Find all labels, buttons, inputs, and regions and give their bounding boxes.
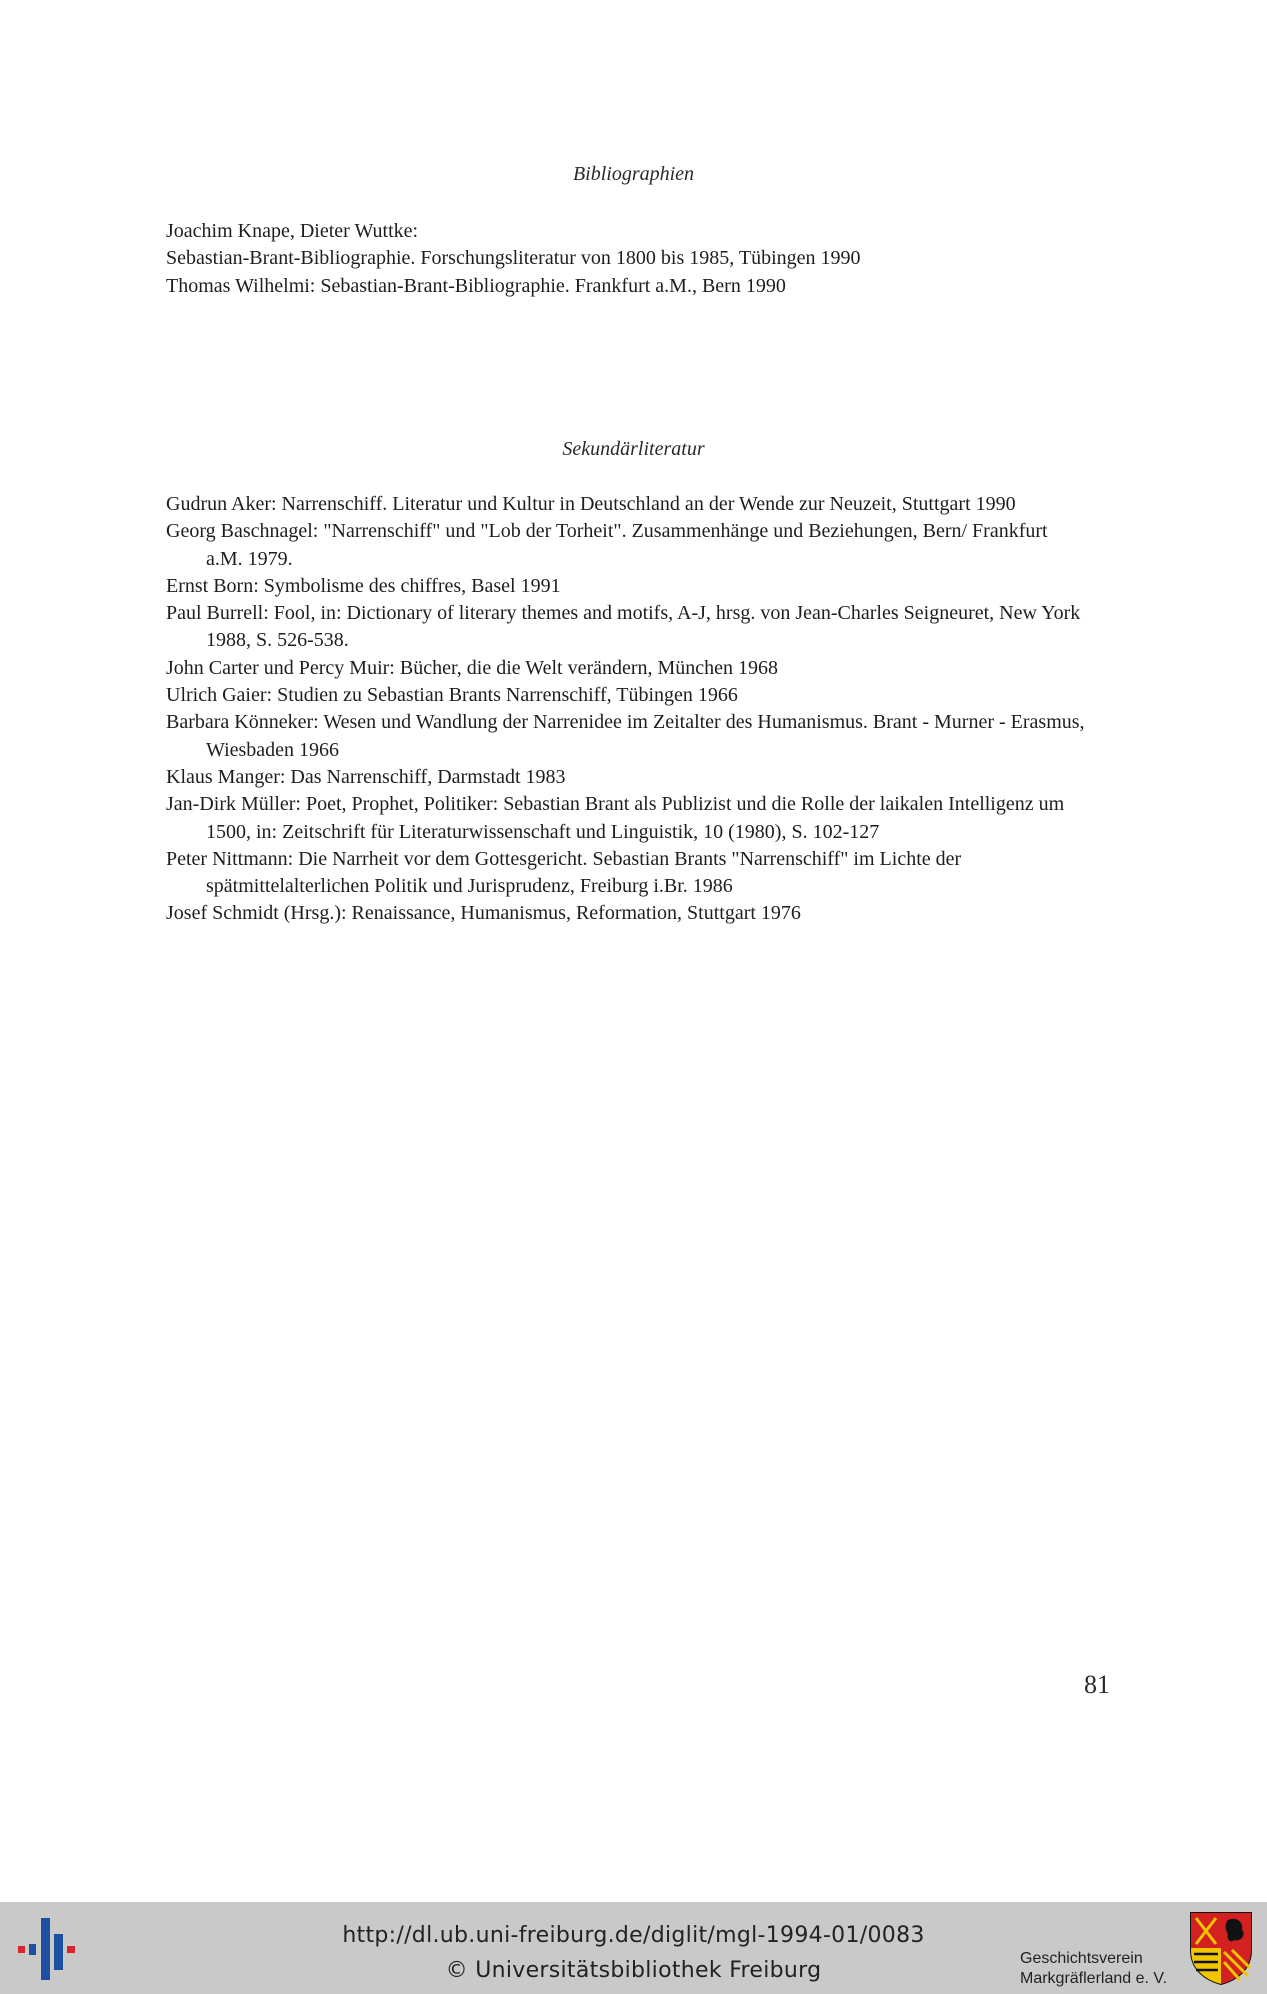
society-name-line: Markgräflerland e. V. xyxy=(1020,1970,1168,1987)
reference-entry: Klaus Manger: Das Narrenschiff, Darmstadt 1983 xyxy=(166,765,566,788)
bibliography-line: Joachim Knape, Dieter Wuttke: xyxy=(166,220,419,242)
reference-entry: Gudrun Aker: Narrenschiff. Literatur und Kultur in Deutschland an der Wende zur Neuzeit, Stuttgart 1990 xyxy=(166,493,1016,515)
sekundaerliteratur-list xyxy=(166,491,1086,928)
reference-entry: John Carter und Percy Muir: Bücher, die die Welt verändern, München 1968 xyxy=(166,656,779,679)
source-url-link[interactable]: http://dl.ub.uni-freiburg.de/diglit/mgl-1994-01/0083 xyxy=(342,1923,925,1948)
coat-of-arms-icon xyxy=(1188,1910,1254,1986)
bibliography-line: Thomas Wilhelmi: Sebastian-Brant-Bibliographie. Frankfurt a.M., Bern 1990 xyxy=(166,274,786,297)
copyright-text: © Universitätsbibliothek Freiburg xyxy=(445,1958,822,1983)
reference-entry: Peter Nittmann: Die Narrheit vor dem Gottesgericht. Sebastian Brants "Narrenschiff" im Lichte der spätmittelalterlichen Politik und Jurisprudenz, Freiburg i.Br. 1986 xyxy=(166,847,962,898)
bibliography-line: Sebastian-Brant-Bibliographie. Forschungsliteratur von 1800 bis 1985, Tübingen 1990 xyxy=(166,247,861,270)
reference-entry: Ernst Born: Symbolisme des chiffres, Basel 1991 xyxy=(166,574,561,597)
reference-entry: Jan-Dirk Müller: Poet, Prophet, Politiker: Sebastian Brant als Publizist und die Rolle der laikalen Intelligenz um 1500, in: Zeitschrift für Literaturwissenschaft und Linguistik, 10 (1980), S. 102-127 xyxy=(166,793,1065,843)
reference-entry: Paul Burrell: Fool, in: Dictionary of literary themes and motifs, A-J, hrsg. von Jean-Charles Seigneuret, New York 1988, S. 526-538. xyxy=(166,602,1081,652)
reference-entry: Josef Schmidt (Hrsg.): Renaissance, Humanismus, Reformation, Stuttgart 1976 xyxy=(166,902,801,925)
society-name-line: Geschichtsverein xyxy=(1020,1950,1143,1967)
reference-entry: Ulrich Gaier: Studien zu Sebastian Brants Narrenschiff, Tübingen 1966 xyxy=(166,684,738,707)
bibliographien-list xyxy=(166,218,1086,300)
page-number: 81 xyxy=(1084,1670,1110,1699)
footer-bar xyxy=(0,1902,1267,1994)
reference-entry: Barbara Könneker: Wesen und Wandlung der Narrenidee im Zeitalter des Humanismus. Brant - Murner - Erasmus, Wiesbaden 1966 xyxy=(166,711,1085,761)
section-heading-sekundaerliteratur: Sekundärliteratur xyxy=(562,438,705,460)
society-name xyxy=(1020,1949,1190,1989)
section-heading-bibliographien: Bibliographien xyxy=(572,163,695,185)
reference-entry: Georg Baschnagel: "Narrenschiff" und "Lob der Torheit". Zusammenhänge und Beziehungen, Bern/ Frankfurt a.M. 1979. xyxy=(166,520,1048,570)
